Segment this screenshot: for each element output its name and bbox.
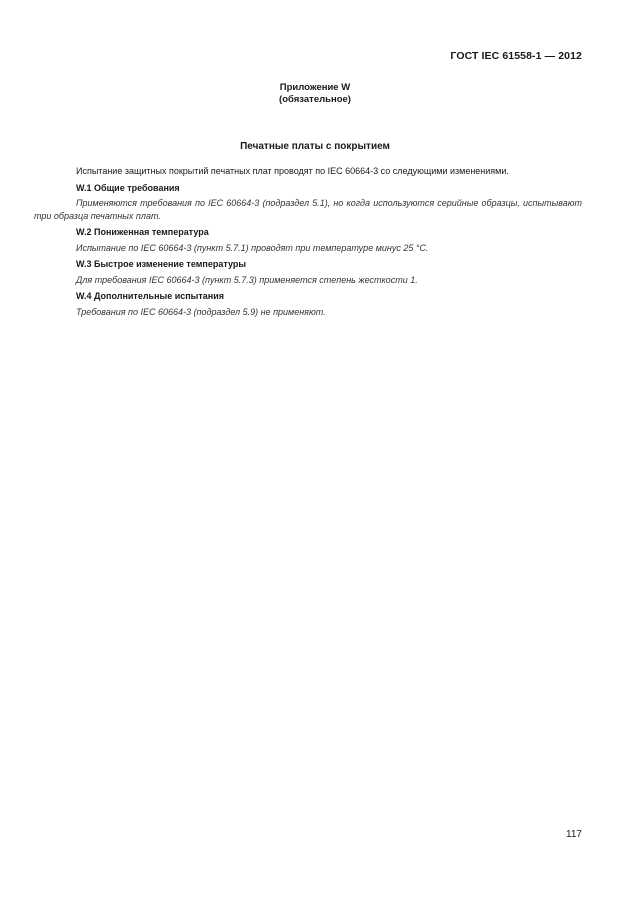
clause-text-w2: Испытание по IEC 60664-3 (пункт 5.7.1) проводят при температуре минус 25 °С. [76,242,429,253]
clause-heading-w3: W.3 Быстрое изменение температуры [76,259,247,269]
annex-heading [0,82,630,106]
clause-heading-w2: W.2 Пониженная температура [76,227,209,237]
clause-text-w3: Для требования IEC 60664-3 (пункт 5.7.3) применяется степень жесткости 1. [76,274,418,285]
clause-heading-w4: W.4 Дополнительные испытания [76,291,225,301]
clause-text-w4: Требования по IEC 60664-3 (подраздел 5.9) не применяют. [76,306,326,317]
annex-status: (обязательное) [279,94,351,105]
annex-title: Приложение W [279,82,351,93]
clause-text-w1: Применяются требования по IEC 60664-3 (подраздел 5.1), но когда используются серийные образцы, испытывают три образца печатных плат. [34,198,582,221]
document-body [34,165,582,322]
section-title: Печатные платы с покрытием [240,141,390,152]
page-number: 117 [566,829,582,840]
intro-paragraph: Испытание защитных покрытий печатных плат проводят по IEC 60664-3 со следующими изменениями. [76,166,509,176]
clause-heading-w1: W.1 Общие требования [76,182,180,193]
document-code: ГОСТ IEC 61558-1 — 2012 [450,50,582,62]
